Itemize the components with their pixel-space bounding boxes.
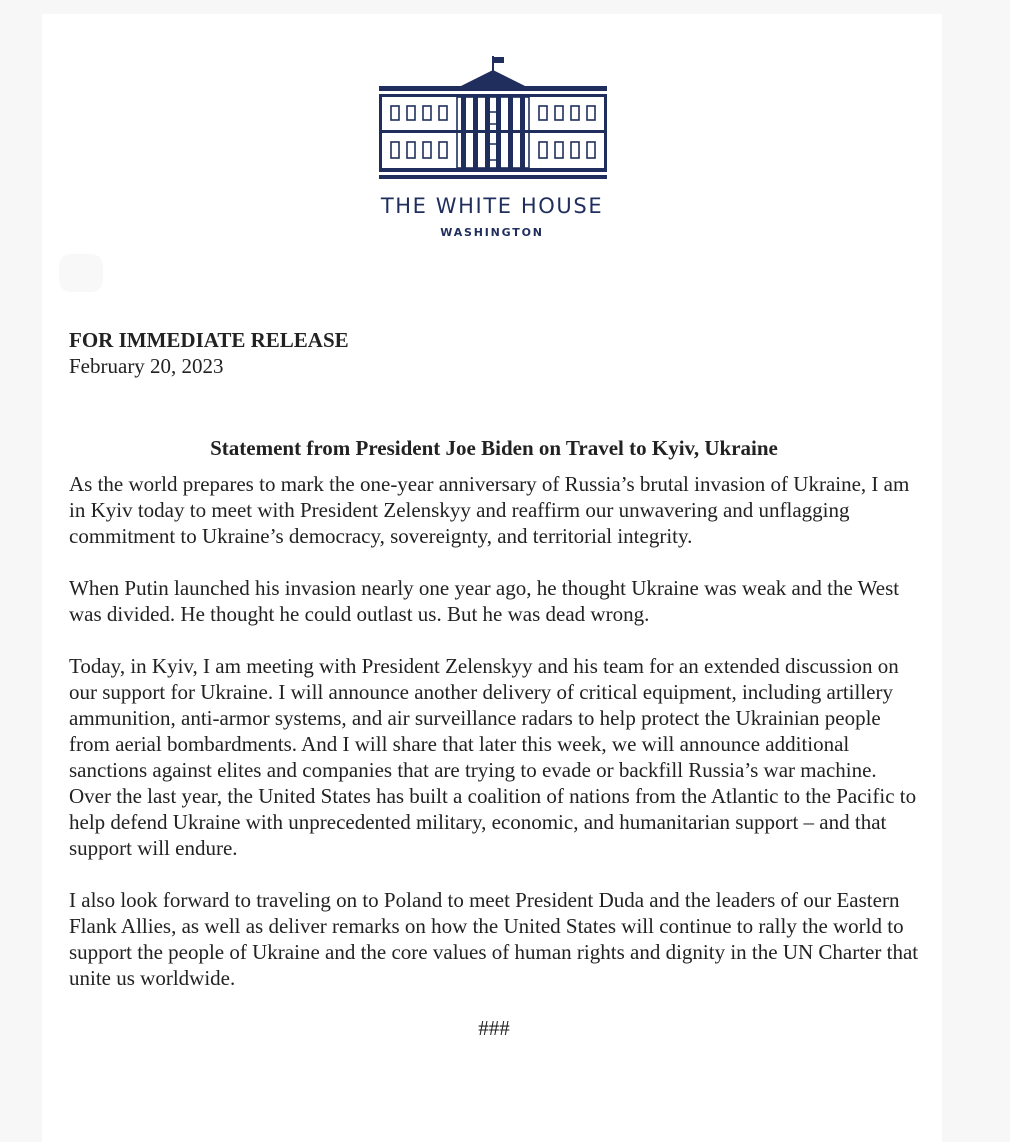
statement-headline: Statement from President Joe Biden on Travel to Kyiv, Ukraine: [210, 436, 778, 460]
statement-paragraph-4: I also look forward to traveling on to Poland to meet President Duda and the leaders of our Eastern Flank Allies, as well as deliver remarks on how the United States will continue to rally the world to support the people of Ukraine and the core values of human rights and dignity in the UN Charter that unite us worldwide.: [69, 888, 919, 990]
letterhead: [42, 14, 942, 254]
press-release-page: [42, 14, 942, 1142]
statement-paragraph-1: As the world prepares to mark the one-year anniversary of Russia’s brutal invasion of Ukraine, I am in Kyiv today to meet with President Zelenskyy and reaffirm our unwavering and unflagging commitment to Ukraine’s democracy, sovereignty, and territorial integrity.: [69, 472, 910, 548]
white-house-building-icon: [379, 56, 607, 186]
release-date: February 20, 2023: [69, 354, 224, 378]
release-label: FOR IMMEDIATE RELEASE: [69, 328, 349, 352]
statement-paragraph-3: Today, in Kyiv, I am meeting with President Zelenskyy and his team for an extended discussion on our support for Ukraine. I will announce another delivery of critical equipment, including artillery ammunition, anti-armor systems, and air surveillance radars to help protect the Ukrainian people from aerial bombardments. And I will share that later this week, we will announce additional sanctions against elites and companies that are trying to evade or backfill Russia’s war machine. Over the last year, the United States has built a coalition of nations from the Atlantic to the Pacific to help defend Ukraine with unprecedented military, economic, and humanitarian support – and that support will endure.: [69, 654, 917, 860]
letterhead-subtitle: WASHINGTON: [440, 226, 544, 239]
letterhead-title: THE WHITE HOUSE: [380, 194, 604, 218]
release-body: [69, 327, 919, 1041]
faint-watermark: [59, 254, 103, 292]
statement-paragraph-2: When Putin launched his invasion nearly one year ago, he thought Ukraine was weak and the West was divided. He thought he could outlast us. But he was dead wrong.: [69, 576, 900, 626]
end-mark: ###: [478, 1016, 510, 1040]
